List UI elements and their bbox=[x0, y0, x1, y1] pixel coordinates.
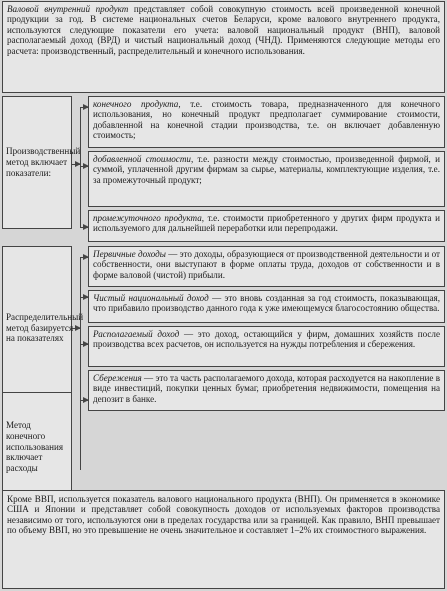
item-text: , т.е. разности между стоимостью, произведенной фирмой, и суммой, уплаченной другим фирмам за сырье, материалы, комплектующие изделия, т.е. за промежуточный продукт; bbox=[93, 154, 440, 185]
connector-arrow bbox=[80, 107, 88, 108]
production-item-intermediate-product bbox=[88, 210, 445, 242]
item-term: Первичные доходы bbox=[93, 249, 166, 259]
distribution-item-net-national-income bbox=[88, 290, 445, 323]
connector-arrow bbox=[80, 257, 88, 258]
connector-arrow bbox=[80, 400, 88, 401]
connector-arrow bbox=[80, 297, 88, 298]
intro-text: представляет собой совокупную стоимость всей произведенной конечной продукции за год. В системе национальных счетов Беларуси, кроме валового внутреннего продукта, используются следующие показатели его учета: валовой национальный продукт (ВНП), валовой располагаемый доход (ВРД) и чистый национальный доход (ЧНД). Применяются следующие методы его расчета: производственный, распределительный и конечного использования. bbox=[7, 4, 440, 56]
production-method-label bbox=[2, 96, 81, 229]
final-use-method-label bbox=[2, 392, 72, 502]
item-text: , т.е. стоимости приобретенного у других фирм продукта и используемого для дальнейшей переработки или перепродажи. bbox=[93, 213, 440, 234]
item-term: промежуточного продукта bbox=[93, 213, 202, 223]
connector-arrow bbox=[80, 344, 88, 345]
production-item-final-product bbox=[88, 96, 445, 148]
connector-arrow bbox=[72, 164, 80, 165]
outro-paragraph bbox=[2, 490, 445, 589]
distribution-method-label-text: Распределительный метод базируется на показателях bbox=[6, 311, 84, 344]
distribution-item-primary-income bbox=[88, 246, 445, 287]
connector-arrow bbox=[80, 166, 88, 167]
item-text: — это доход, остающийся у фирм, домашних хозяйств после производства всех расчетов, он используется на нужды потребления и сбережения. bbox=[93, 329, 440, 350]
item-term: Сбережения bbox=[93, 373, 142, 383]
item-term: Чистый национальный доход bbox=[93, 293, 209, 303]
connector-arrow bbox=[80, 227, 88, 228]
item-text: — это та часть располагаемого дохода, которая расходуется на накопление в виде инвестиций, покупки ценных бумаг, приобретения недвижимости, помещения на депозит в банке. bbox=[93, 373, 440, 404]
intro-term: Валовой внутренний продукт bbox=[7, 4, 129, 14]
intro-paragraph bbox=[2, 1, 445, 93]
item-term: Располагаемый доход bbox=[93, 329, 180, 339]
connector-arrow bbox=[72, 328, 80, 329]
item-term: конечного продукта bbox=[93, 99, 179, 109]
production-method-label-text: Производственный метод включает показатели: bbox=[6, 146, 81, 178]
connector-line bbox=[80, 107, 81, 227]
distribution-item-savings bbox=[88, 370, 445, 411]
production-item-value-added bbox=[88, 151, 445, 207]
item-text: — это вновь созданная за год стоимость, показывающая, что прибавило производство данного года к уже имеющемуся благосостоянию общества. bbox=[93, 293, 440, 314]
distribution-item-disposable-income bbox=[88, 326, 445, 367]
item-term: добавленной стоимости bbox=[93, 154, 191, 164]
outro-text: Кроме ВВП, используется показатель валового национального продукта (ВНП). Он применяется в экономике США и Японии и представляет собой совокупность доходов от используемых факторов производства независимо от того, используются они в пределах государства или за границей. Как правило, ВНП превышает по объему ВВП, но это превышение не очень значительное и составляет 1–2% их стоимостного выражения. bbox=[7, 494, 440, 536]
item-text: , т.е. стоимость товара, предназначенного для конечного использования, но конечный продукт предполагает суммирование стоимости, добавленной на конечной стадии производства, т.е. он включает добавленную стоимость; bbox=[93, 99, 440, 141]
distribution-method-label bbox=[2, 246, 84, 410]
connector-line bbox=[80, 390, 81, 470]
item-text: — это доходы, образующиеся от производственной деятельности и от собственности, они выступают в форме оплаты труда, доходов от собственности и в форме валовой (чистой) прибыли. bbox=[93, 249, 440, 280]
final-use-method-label-text: Метод конечного использования включает расходы bbox=[6, 420, 64, 474]
